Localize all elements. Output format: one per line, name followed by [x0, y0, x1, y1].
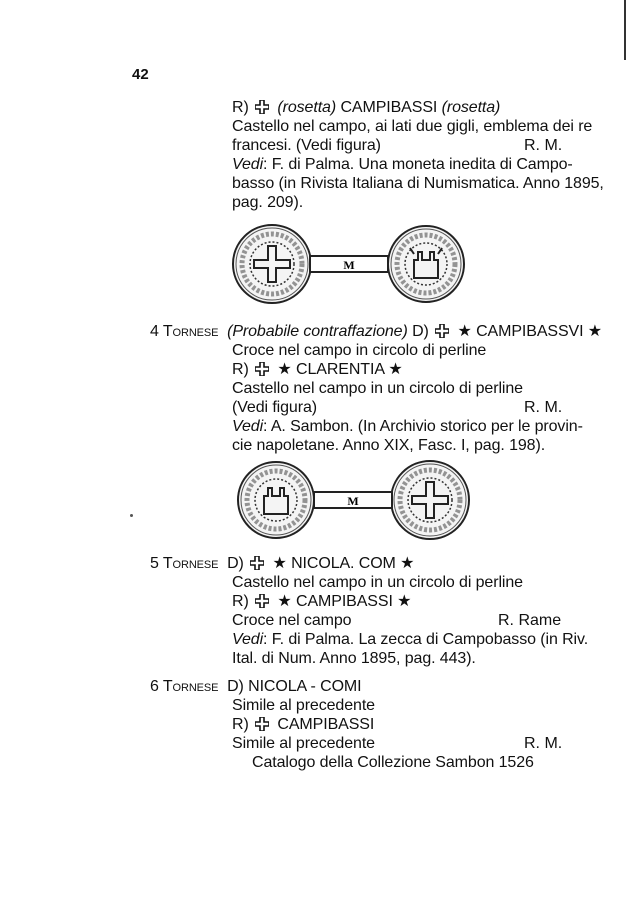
top-line3: francesi. (Vedi figura) — [232, 137, 381, 154]
entry5-obverse-line: 5 Tornese D) ★ NICOLA. COM ★ — [150, 555, 415, 572]
top-line6: pag. 209). — [232, 194, 304, 211]
page-edge-line — [624, 0, 626, 60]
entry6-line2: Simile al precedente — [232, 697, 375, 714]
entry5-rarity: R. Rame — [498, 612, 562, 629]
coin-figure-1 — [230, 222, 466, 308]
cross-pattee-icon — [255, 717, 269, 731]
top-vedi-line: Vedi: F. di Palma. Una moneta inedita di Campo- — [232, 156, 573, 173]
entry6-line5: Catalogo della Collezione Sambon 1526 — [252, 754, 534, 771]
entry4-line7: cie napoletane. Anno XIX, Fasc. I, pag. 198). — [232, 437, 546, 454]
entry4-line2: Croce nel campo in circolo di perline — [232, 342, 487, 359]
entry4-line4: Castello nel campo in un circolo di perline — [232, 380, 523, 397]
entry5-vedi-line: Vedi: F. di Palma. La zecca di Campobasso (in Riv. — [232, 631, 589, 648]
coin-cross-right — [391, 461, 469, 539]
entry5-line2: Castello nel campo in un circolo di perline — [232, 574, 523, 591]
top-reverse-line: R) (rosetta) CAMPIBASSI (rosetta) — [232, 99, 501, 116]
entry5-line4: Croce nel campo — [232, 612, 352, 629]
entry4-reverse-line: R) ★ CLARENTIA ★ — [232, 361, 403, 378]
coin-castle-right — [388, 226, 464, 302]
coin-castle-left — [238, 462, 314, 538]
coin-cross-left — [233, 225, 311, 303]
entry4-rarity: R. M. — [524, 399, 563, 416]
top-rarity: R. M. — [524, 137, 563, 154]
entry5-reverse-line: R) ★ CAMPIBASSI ★ — [232, 593, 412, 610]
cross-pattee-icon — [255, 362, 269, 376]
top-line5: basso (in Rivista Italiana di Numismatica. Anno 1895, — [232, 175, 604, 192]
top-line2: Castello nel campo, ai lati due gigli, emblema dei re — [232, 118, 593, 135]
page-speck — [130, 514, 133, 517]
entry6-obverse-line: 6 Tornese D) NICOLA - COMI — [150, 678, 362, 695]
entry4-line5: (Vedi figura) — [232, 399, 317, 416]
entry5-line6: Ital. di Num. Anno 1895, pag. 443). — [232, 650, 476, 667]
entry4-obverse-line: 4 Tornese (Probabile contraffazione) D) ★ CAMPIBASSVI ★ — [150, 323, 603, 340]
entry6-rarity: R. M. — [524, 735, 563, 752]
figure-label: M — [343, 258, 355, 272]
cross-pattee-icon — [255, 100, 269, 114]
figure-label: M — [347, 494, 359, 508]
entry4-vedi-line: Vedi: A. Sambon. (In Archivio storico per le provin- — [232, 418, 583, 435]
cross-pattee-icon — [250, 556, 264, 570]
entry6-reverse-line: R) CAMPIBASSI — [232, 716, 375, 733]
entry6-line4: Simile al precedente — [232, 735, 375, 752]
cross-pattee-icon — [255, 594, 269, 608]
page-number: 42 — [132, 66, 149, 83]
coin-figure-2 — [234, 458, 470, 544]
cross-pattee-icon — [435, 324, 449, 338]
